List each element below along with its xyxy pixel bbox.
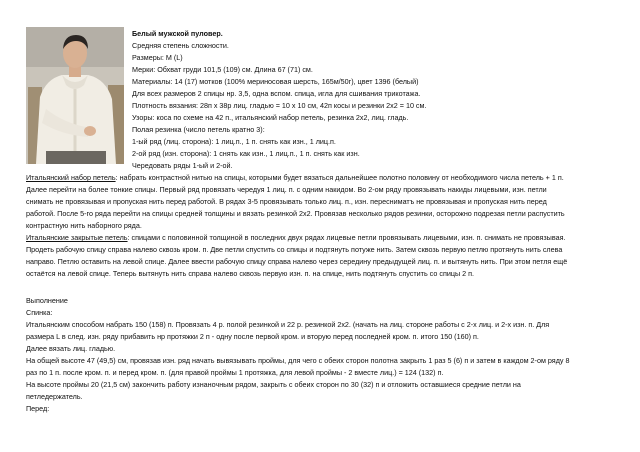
- measurements-line: Мерки: Обхват груди 101,5 (109) см. Длина 67 (71) см.: [132, 65, 313, 74]
- italian-bind-off-line: Продеть рабочую спицу справа налево сквозь кром. п. Две петли спустить со спицы и подтянуть потуже нить. Затем сквозь первую петлю протянуть нить слева: [26, 245, 563, 254]
- patterns-line: Узоры: коса по схеме на 42 п., итальянский набор петель, резинка 2х2, лиц. гладь.: [132, 113, 409, 122]
- difficulty-line: Средняя степень сложности.: [132, 41, 229, 50]
- row-2-line: 2-ой ряд (изн. сторона): 1 снять как изн., 1 лиц.п., 1 п. снять как изн.: [132, 149, 360, 158]
- size-line: Размеры: M (L): [132, 53, 183, 62]
- back-instruction-line: На высоте проймы 20 (21,5 см) закончить работу изнаночным рядом, закрыть с обеих сторон по 30 (32) п и отложить оставшиеся средние петли на: [26, 380, 521, 389]
- italian-cast-on-line: работой. После 5-го ряда перейти на спицы средней толщины и вязать резинкой 2х2. Провязав несколько рядов резинки, осторожно подрезая петли распустить: [26, 209, 565, 218]
- italian-bind-off-text: : спицами с половинной толщиной в последних двух рядах лицевые петли провязывать лицевыми, изн. п. снимать не провязывая.: [127, 233, 566, 242]
- doc-title: Белый мужской пуловер.: [132, 29, 223, 38]
- back-instruction-line: На общей высоте 47 (49,5) см, провязав изн. ряд начать вывязывать проймы, для чего с обеих сторон полотна закрыть 1 раз 5 (6) п и затем в каждом 2-ом ряду 8: [26, 356, 570, 365]
- back-instruction-line: Итальянским способом набрать 150 (158) п. Провязать 4 р. полой резинкой и 22 р. резинкой 2х2. (начать на лиц. стороне работы с 2-х лиц. и 2-х изн. п. Для: [26, 320, 550, 329]
- needles-line: Для всех размеров 2 спицы нр. 3,5, одна вспом. спица, игла для сшивания трикотажа.: [132, 89, 421, 98]
- back-instruction-line: размера L в след. изн. ряду прибавить нр протяжки 2 п - одну после первой кром. и вторую перед последней кром. п. итого 150 (160) п.: [26, 332, 479, 341]
- execution-title: Выполнение: [26, 296, 68, 305]
- italian-bind-off-line: направо. Петлю оставить на левой спице. Далее ввести рабочую спицу справа налево через середину предыдущей лиц. п. и вытянуть нить. При этом петля ещё: [26, 257, 568, 266]
- model-photo: [26, 27, 124, 164]
- italian-cast-on-line: Далее перейти на более тонкие спицы. Первый ряд провязать чередуя 1 лиц. п. с одним накидом. Во 2-ом ряду провязывать накиды лицевыми, изн. петли: [26, 185, 547, 194]
- back-instruction-line: раз по 1 п. после кром. п. и перед кром. п. (для правой проймы 1 протяжка, для левой проймы - 2 вместе лиц.) = 124 (132) п.: [26, 368, 444, 377]
- front-label: Перед:: [26, 404, 50, 413]
- italian-cast-on-first-line: [26, 173, 564, 182]
- italian-bind-off-label: Итальянские закрытые петель: [26, 233, 128, 242]
- back-instruction-line: Далее вязать лиц. гладью.: [26, 344, 116, 353]
- gauge-line: Плотность вязания: 28п х 38р лиц. гладью = 10 х 10 см, 42п косы и резинки 2х2 = 10 см.: [132, 101, 427, 110]
- back-label: Спинка:: [26, 308, 53, 317]
- italian-cast-on-line: контрастную нить наборного ряда.: [26, 221, 142, 230]
- materials-line: Материалы: 14 (17) мотков (100% мериносовая шерсть, 165м/50г), цвет 1396 (белый): [132, 77, 419, 86]
- alternate-rows-line: Чередовать ряды 1-ый и 2-ой.: [132, 161, 233, 170]
- italian-bind-off-line: остаётся на левой спице. Теперь вытянуть нить справа налево сквозь первую изн. п. на спице, нить подтянуть спустить со спицы 2 п.: [26, 269, 475, 278]
- back-instruction-line: петледержатель.: [26, 392, 83, 401]
- row-1-line: 1-ый ряд (лиц. сторона): 1 лиц.п., 1 п. снять как изн., 1 лиц.п.: [132, 137, 336, 146]
- italian-bind-off-first-line: [26, 233, 565, 242]
- hollow-rib-line: Полая резинка (число петель кратно 3):: [132, 125, 265, 134]
- italian-cast-on-line: снимать не провязывая и пропуская нить перед работой. В рядах 3-5 провязывать только лиц. п., изн. пересниматъ не провязывая и пропуская нить перед: [26, 197, 547, 206]
- italian-cast-on-text: : набрать контрастной нитью на спицы, которыми будет вязаться дальнейшее полотно половину от необходимого числа петель + 1 п.: [115, 173, 564, 182]
- italian-cast-on-label: Итальянский набор петель: [26, 173, 116, 182]
